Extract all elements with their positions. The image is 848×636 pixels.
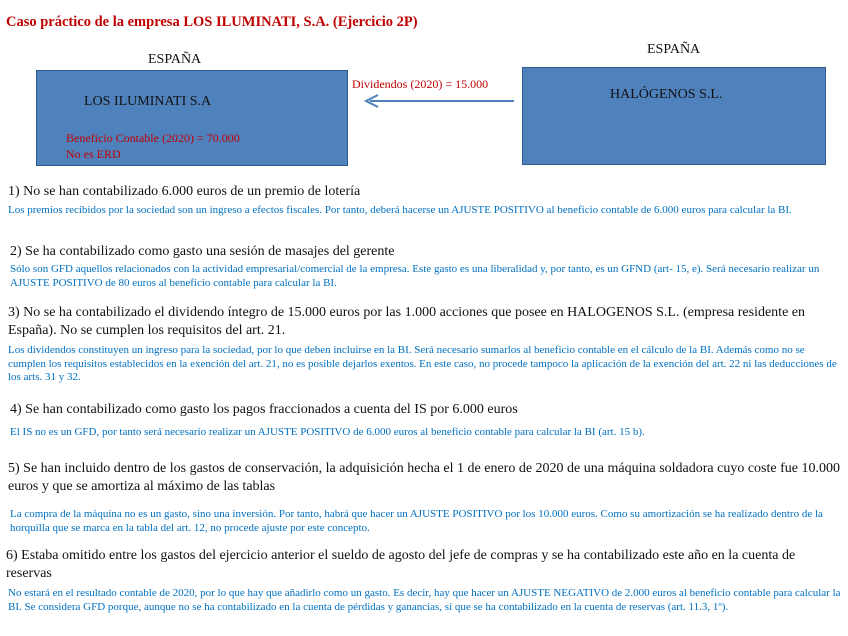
answer-3: Los dividendos constituyen un ingreso para la sociedad, por lo que deben incluirse en la BI. Será necesario sumarlos al beneficio contable en el cálculo de la BI. Además como no se cumplen los requisitos establecidos en la exención del art. 21, no es posible dejarlos exentos. En este caso, no procede tampoco la aplicación de la exención del art. 22 ni las deducciones de los arts. 31 y 32.	[8, 344, 837, 383]
question-1: 1) No se han contabilizado 6.000 euros de un premio de lotería	[8, 184, 361, 199]
question-5: 5) Se han incluido dentro de los gastos de conservación, la adquisición hecha el 1 de enero de 2020 de una máquina soldadora cuyo coste fue 10.000 euros y que se amortiza al máximo de las tablas	[8, 461, 840, 494]
answer-2: Sólo son GFD aquellos relacionados con la actividad empresarial/comercial de la empresa. Este gasto es una liberalidad y, por tanto, es un GFND (art- 15, e). Será necesario realizar un AJUSTE POSITIVO de 80 euros al beneficio contable para calcular la BI.	[10, 263, 820, 289]
left-entity-erd-note: No es ERD	[66, 147, 121, 161]
dividend-arrow	[358, 92, 518, 110]
right-entity-box	[522, 67, 826, 165]
page-title: Caso práctico de la empresa LOS ILUMINATI, S.A. (Ejercicio 2P)	[6, 14, 418, 30]
left-entity-name: LOS ILUMINATI S.A	[84, 94, 212, 109]
right-entity-name: HALÓGENOS S.L.	[610, 87, 723, 102]
answer-5: La compra de la máquina no es un gasto, sino una inversión. Por tanto, habrá que hacer un AJUSTE POSITIVO por los 10.000 euros. Como su amortización se ha realizado dentro de la horquilla que se marca en la tabla del art. 12, no procede ajuste por este concepto.	[10, 508, 823, 534]
right-country-label: ESPAÑA	[647, 42, 701, 57]
answer-1: Los premios recibidos por la sociedad son un ingreso a efectos fiscales. Por tanto, deberá hacerse un AJUSTE POSITIVO al beneficio contable de 6.000 euros para calcular la BI.	[8, 204, 792, 216]
question-4: 4) Se han contabilizado como gasto los pagos fraccionados a cuenta del IS por 6.000 euros	[10, 402, 518, 417]
left-entity-profit-note: Beneficio Contable (2020) = 70.000	[66, 131, 240, 145]
answer-6: No estará en el resultado contable de 2020, por lo que hay que añadirlo como un gasto. Es decir, hay que hacer un AJUSTE NEGATIVO de 2.000 euros al beneficio contable para calcular la BI. Se considera GFD porque, aunque no se ha contabilizado en la cuenta de pérdidas y ganancias, sí que se ha contabilizado en la cuenta de reservas (art. 11.3, 1º).	[8, 587, 841, 613]
question-3: 3) No se ha contabilizado el dividendo íntegro de 15.000 euros por las 1.000 acciones que posee en HALOGENOS S.L. (empresa residente en España). No se cumplen los requisitos del art. 21.	[8, 305, 806, 338]
question-2: 2) Se ha contabilizado como gasto una sesión de masajes del gerente	[10, 244, 395, 259]
dividend-arrow-label: Dividendos (2020) = 15.000	[352, 77, 489, 91]
left-country-label: ESPAÑA	[148, 52, 202, 67]
answer-4: El IS no es un GFD, por tanto será necesario realizar un AJUSTE POSITIVO de 6.000 euros al beneficio contable para calcular la BI (art. 15 b).	[10, 426, 645, 438]
question-6: 6) Estaba omitido entre los gastos del ejercicio anterior el sueldo de agosto del jefe de compras y se ha contabilizado este año en la cuenta de reservas	[6, 548, 796, 581]
